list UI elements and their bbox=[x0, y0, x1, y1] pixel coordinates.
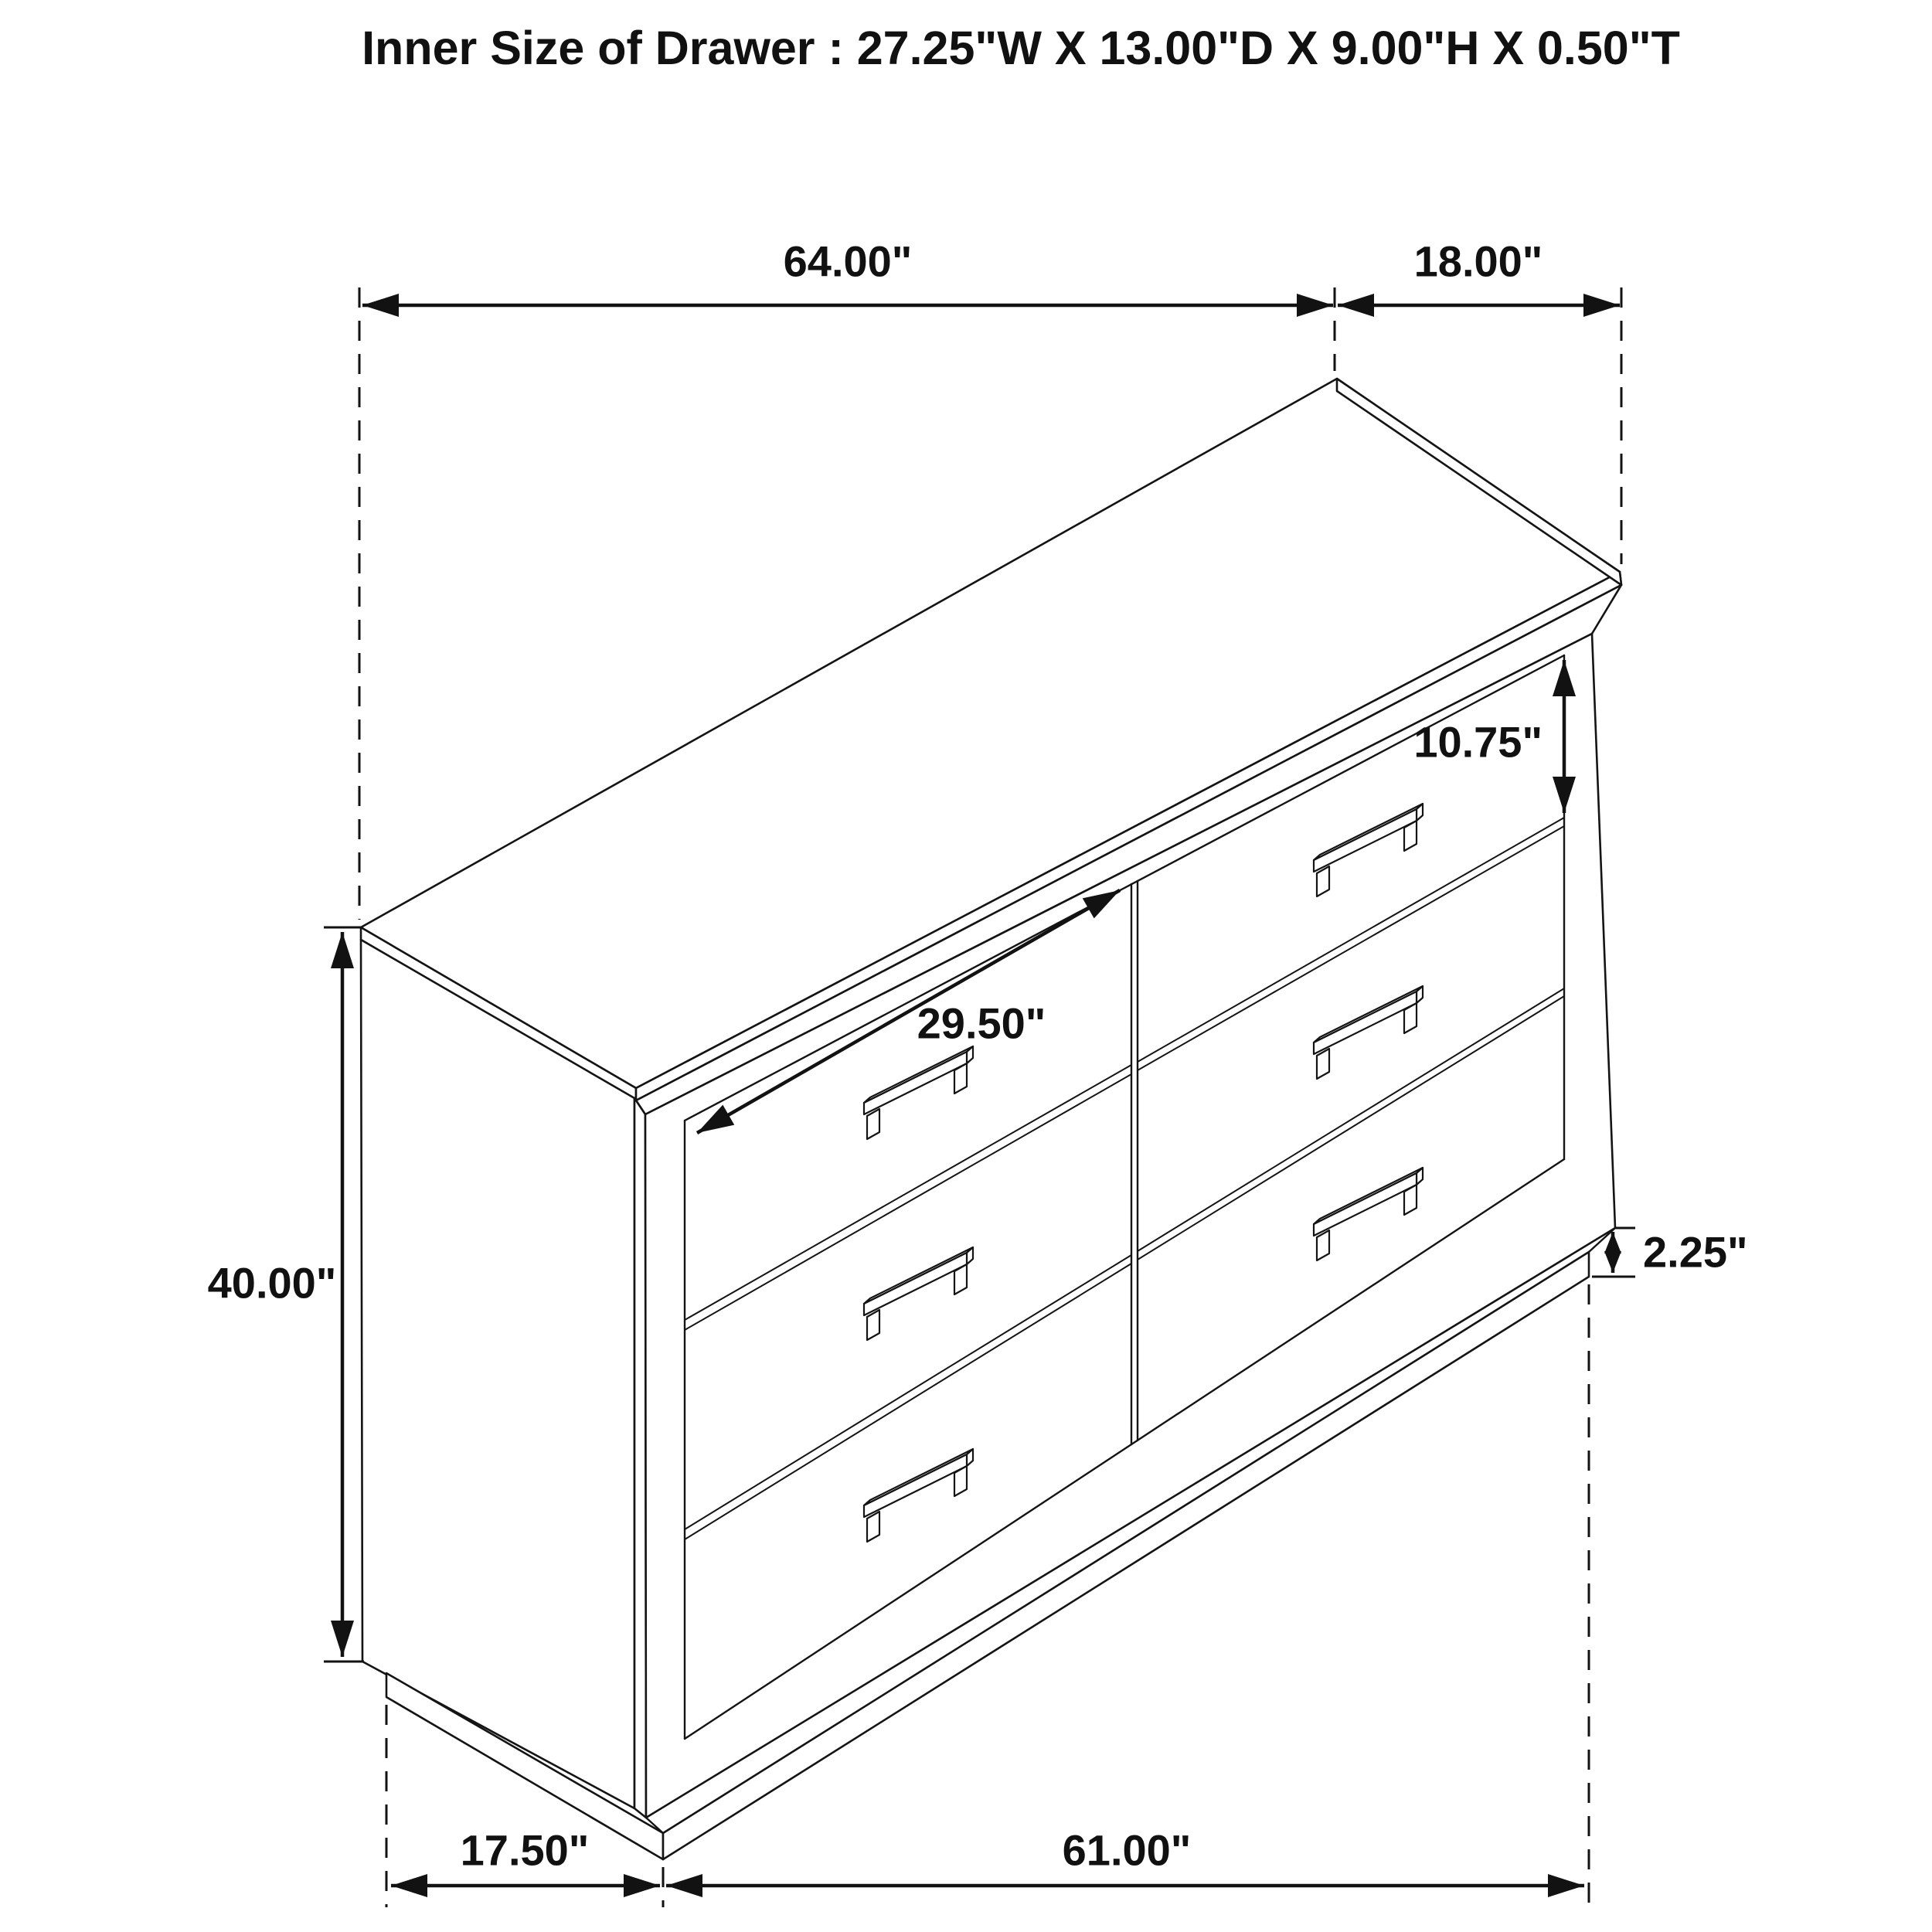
diagram-title: Inner Size of Drawer : 27.25"W X 13.00"D X 9.00"H X 0.50"T bbox=[362, 22, 1680, 74]
dim-label-bottom-depth: 17.50" bbox=[460, 1825, 590, 1875]
dresser-drawing bbox=[361, 379, 1621, 1859]
dim-label-drawer-height: 10.75" bbox=[1413, 717, 1543, 767]
dim-label-top-depth: 18.00" bbox=[1413, 236, 1543, 286]
dim-label-base-height: 2.25" bbox=[1643, 1227, 1748, 1277]
dim-label-drawer-width: 29.50" bbox=[917, 998, 1046, 1048]
dim-label-bottom-width: 61.00" bbox=[1062, 1825, 1192, 1875]
dim-label-top-width: 64.00" bbox=[783, 236, 913, 286]
dim-label-overall-height: 40.00" bbox=[207, 1258, 337, 1308]
side-panel-front-edge bbox=[634, 1098, 646, 1818]
